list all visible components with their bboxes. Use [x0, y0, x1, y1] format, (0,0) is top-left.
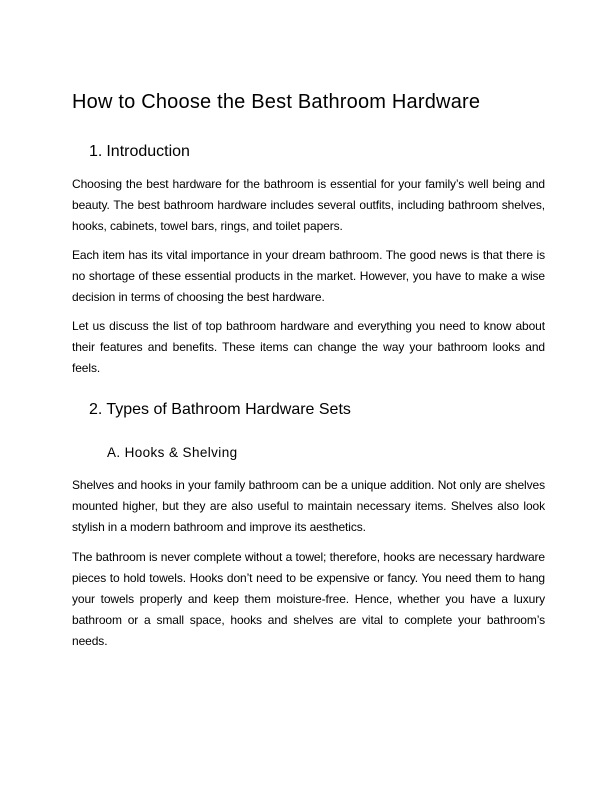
section-number: 1.: [89, 143, 103, 160]
section-heading-introduction: [89, 143, 190, 161]
subsection-heading-hooks-shelving: [107, 445, 238, 460]
subsection-title: Hooks & Shelving: [124, 445, 238, 460]
paragraph: Each item has its vital importance in your dream bathroom. The good news is that there is no shortage of these essential products in the market. However, you have to make a wise decision in terms of choosing the best hardware.: [72, 248, 545, 304]
document-title: How to Choose the Best Bathroom Hardware: [72, 91, 481, 113]
paragraph: Let us discuss the list of top bathroom hardware and everything you need to know about their features and benefits. These items can change the way your bathroom looks and feels.: [72, 319, 545, 375]
section-title: Introduction: [106, 143, 190, 160]
section-heading-types: [89, 401, 351, 419]
subsection-number: A.: [107, 445, 121, 460]
paragraph: Shelves and hooks in your family bathroom can be a unique addition. Not only are shelves mounted higher, but they are also useful to maintain necessary items. Shelves also look stylish in a modern bathroom and improve its aesthetics.: [72, 478, 545, 534]
paragraph: Choosing the best hardware for the bathroom is essential for your family’s well being and beauty. The best bathroom hardware includes several outfits, including bathroom shelves, hooks, cabinets, towel bars, rings, and toilet papers.: [72, 177, 545, 233]
section-number: 2.: [89, 401, 103, 418]
section-title: Types of Bathroom Hardware Sets: [106, 401, 351, 418]
paragraph: The bathroom is never complete without a towel; therefore, hooks are necessary hardware pieces to hold towels. Hooks don’t need to be expensive or fancy. You need them to hang your towels properly and keep them moisture-free. Hence, whether you have a luxury bathroom or a small space, hooks and shelves are vital to complete your bathroom’s needs.: [72, 550, 545, 648]
